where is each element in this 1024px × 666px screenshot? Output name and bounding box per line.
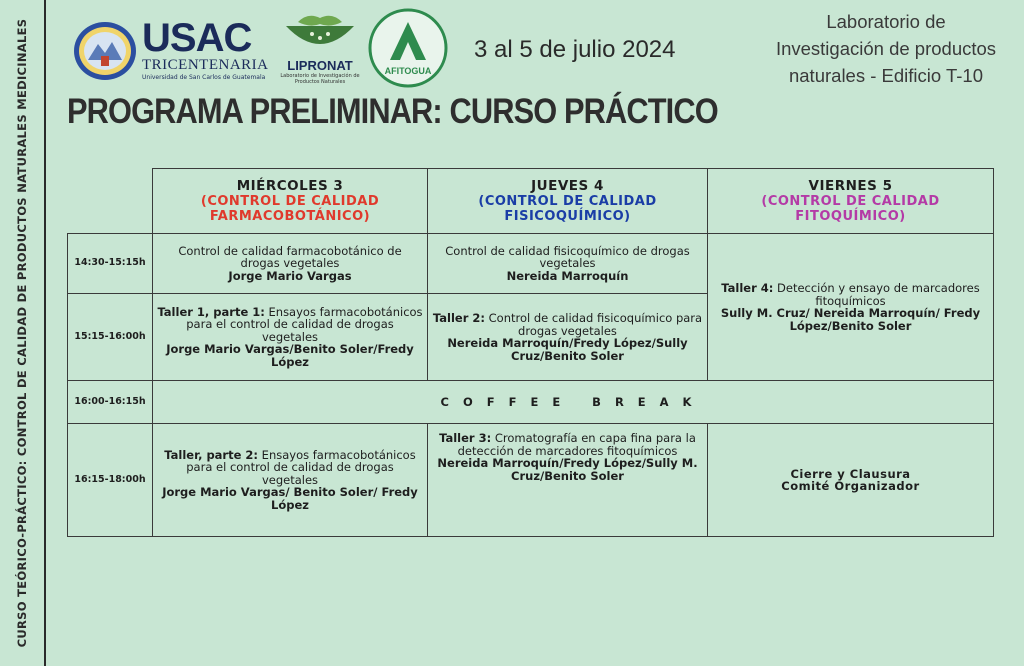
day-header-friday	[708, 169, 994, 234]
lipronat-wordmark: LIPRONAT	[287, 58, 353, 73]
session-text: Cromatografía en capa fina para la detección de marcadores fitoquímicos	[457, 431, 696, 458]
closing-committee: Comité Organizador	[781, 479, 920, 493]
lipronat-subtitle: Laboratorio de Investigación de Productos Naturales	[280, 73, 360, 85]
day-header-thursday	[428, 169, 708, 234]
session-text: Control de calidad fisicoquímico de drogas vegetales	[445, 243, 690, 271]
session-label: Taller 2:	[432, 311, 485, 325]
table-row	[68, 234, 994, 294]
closing-cell	[708, 424, 994, 537]
table-row	[68, 424, 994, 537]
time-slot: 16:00-16:15h	[68, 381, 153, 424]
lipronat-logo	[278, 12, 362, 88]
session-cell	[428, 424, 708, 537]
university-seal-logo	[72, 20, 138, 82]
usac-subtitle: Universidad de San Carlos de Guatemala	[142, 74, 266, 81]
session-presenters: Nereida Marroquín/Fredy López/Sully M. Cruz/Benito Soler	[437, 456, 698, 483]
session-text: Ensayos farmacobotánicos para el control de calidad de drogas vegetales	[186, 447, 416, 487]
time-slot: 16:15-18:00h	[68, 424, 153, 537]
afitogua-wordmark: AFITOGUA	[384, 66, 432, 76]
session-text: Ensayos farmacobotánicos para el control de calidad de drogas vegetales	[186, 304, 423, 344]
session-label: Taller 1, parte 1:	[157, 304, 265, 319]
session-text: Detección y ensayo de marcadores fitoquímicos	[777, 281, 980, 308]
day-subtitle: (CONTROL DE CALIDAD FARMACOBOTÁNICO)	[200, 193, 380, 224]
time-slot: 14:30-15:15h	[68, 234, 153, 294]
sidebar-course-title: CURSO TEÓRICO-PRÁCTICO: CONTROL DE CALIDAD DE PRODUCTOS NATURALES MEDICINALES	[15, 18, 29, 648]
lipronat-emblem-icon	[280, 12, 360, 56]
session-cell	[153, 294, 428, 381]
day-subtitle: (CONTROL DE CALIDAD FITOQUÍMICO)	[761, 193, 940, 224]
session-presenters: Jorge Mario Vargas/Benito Soler/Fredy López	[166, 342, 414, 369]
session-text: Control de calidad farmacobotánico de drogas vegetales	[178, 243, 402, 271]
session-presenters: Nereida Marroquín	[506, 268, 629, 283]
day-name: VIERNES 5	[808, 177, 893, 194]
schedule-table	[67, 168, 994, 537]
session-cell	[428, 234, 708, 294]
session-cell	[153, 234, 428, 294]
session-label: Taller, parte 2:	[164, 447, 259, 462]
course-dates: 3 al 5 de julio 2024	[474, 36, 676, 63]
page-title: PROGRAMA PRELIMINAR: CURSO PRÁCTICO	[67, 92, 718, 131]
day-subtitle: (CONTROL DE CALIDAD FISICOQUÍMICO)	[478, 193, 657, 224]
session-presenters: Nereida Marroquín/Fredy López/Sully Cruz/Benito Soler	[447, 336, 688, 363]
session-presenters: Jorge Mario Vargas/ Benito Soler/ Fredy López	[162, 485, 418, 512]
day-name: MIÉRCOLES 3	[236, 177, 344, 194]
session-presenters: Jorge Mario Vargas	[228, 268, 352, 283]
session-cell	[153, 424, 428, 537]
table-row	[68, 381, 994, 424]
closing-title: Cierre y Clausura	[790, 466, 911, 481]
schedule-header-row	[68, 169, 994, 234]
coffee-break: COFFEE BREAK	[153, 381, 994, 424]
session-label: Taller 3:	[439, 431, 492, 445]
afitogua-logo	[368, 8, 448, 88]
session-presenters: Sully M. Cruz/ Nereida Marroquín/ Fredy López/Benito Soler	[720, 306, 981, 333]
session-text: Control de calidad fisicoquímico para drogas vegetales	[488, 311, 703, 338]
empty-corner-cell	[68, 169, 153, 234]
day-name: JUEVES 4	[531, 177, 604, 194]
session-cell	[708, 234, 994, 381]
usac-wordmark: USAC	[142, 16, 252, 60]
session-label: Taller 4:	[721, 281, 774, 295]
usac-tricentenaria: TRICENTENARIA	[142, 57, 269, 73]
session-cell	[428, 294, 708, 381]
usac-logo	[142, 18, 274, 84]
course-venue: Laboratorio de Investigación de productos naturales - Edificio T-10	[775, 11, 997, 86]
sidebar	[0, 0, 46, 666]
day-header-wednesday	[153, 169, 428, 234]
time-slot: 15:15-16:00h	[68, 294, 153, 381]
